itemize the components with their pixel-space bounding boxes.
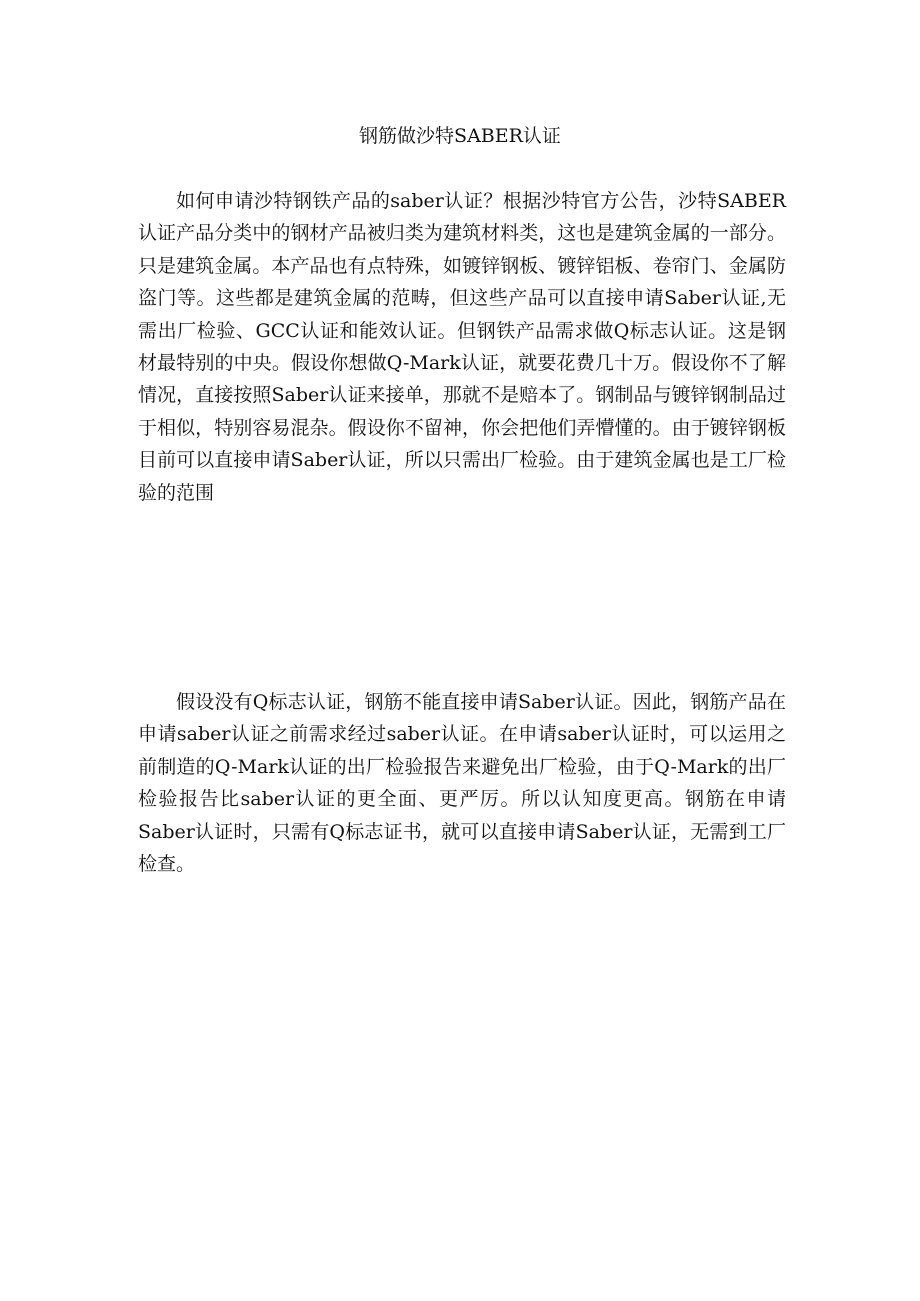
paragraph-1: 如何申请沙特钢铁产品的saber认证？根据沙特官方公告，沙特SABER认证产品分类中的钢材产品被归类为建筑材料类，这也是建筑金属的一部分。只是建筑金属。本产品也有点特殊，如镀锌钢板、镀锌铝板、卷帘门、金属防盗门等。这些都是建筑金属的范畴，但这些产品可以直接申请Saber认证,无需出厂检验、GCC认证和能效认证。但钢铁产品需求做Q标志认证。这是钢材最特别的中央。假设你想做Q-Mark认证，就要花费几十万。假设你不了解情况，直接按照Saber认证来接单，那就不是赔本了。钢制品与镀锌钢制品过于相似，特别容易混杂。假设你不留神，你会把他们弄懵懂的。由于镀锌钢板目前可以直接申请Saber认证，所以只需出厂检验。由于建筑金属也是工厂检验的范围 (138, 190, 786, 504)
paragraph-2: 假设没有Q标志认证，钢筋不能直接申请Saber认证。因此，钢筋产品在申请saber认证之前需求经过saber认证。在申请saber认证时，可以运用之前制造的Q-Mark认证的出厂检验报告来避免出厂检验，由于Q-Mark的出厂检验报告比saber认证的更全面、更严厉。所以认知度更高。钢筋在申请Saber认证时，只需有Q标志证书，就可以直接申请Saber认证，无需到工厂检查。 (138, 691, 786, 876)
document-title: 钢筋做沙特SABER认证 (359, 125, 561, 147)
